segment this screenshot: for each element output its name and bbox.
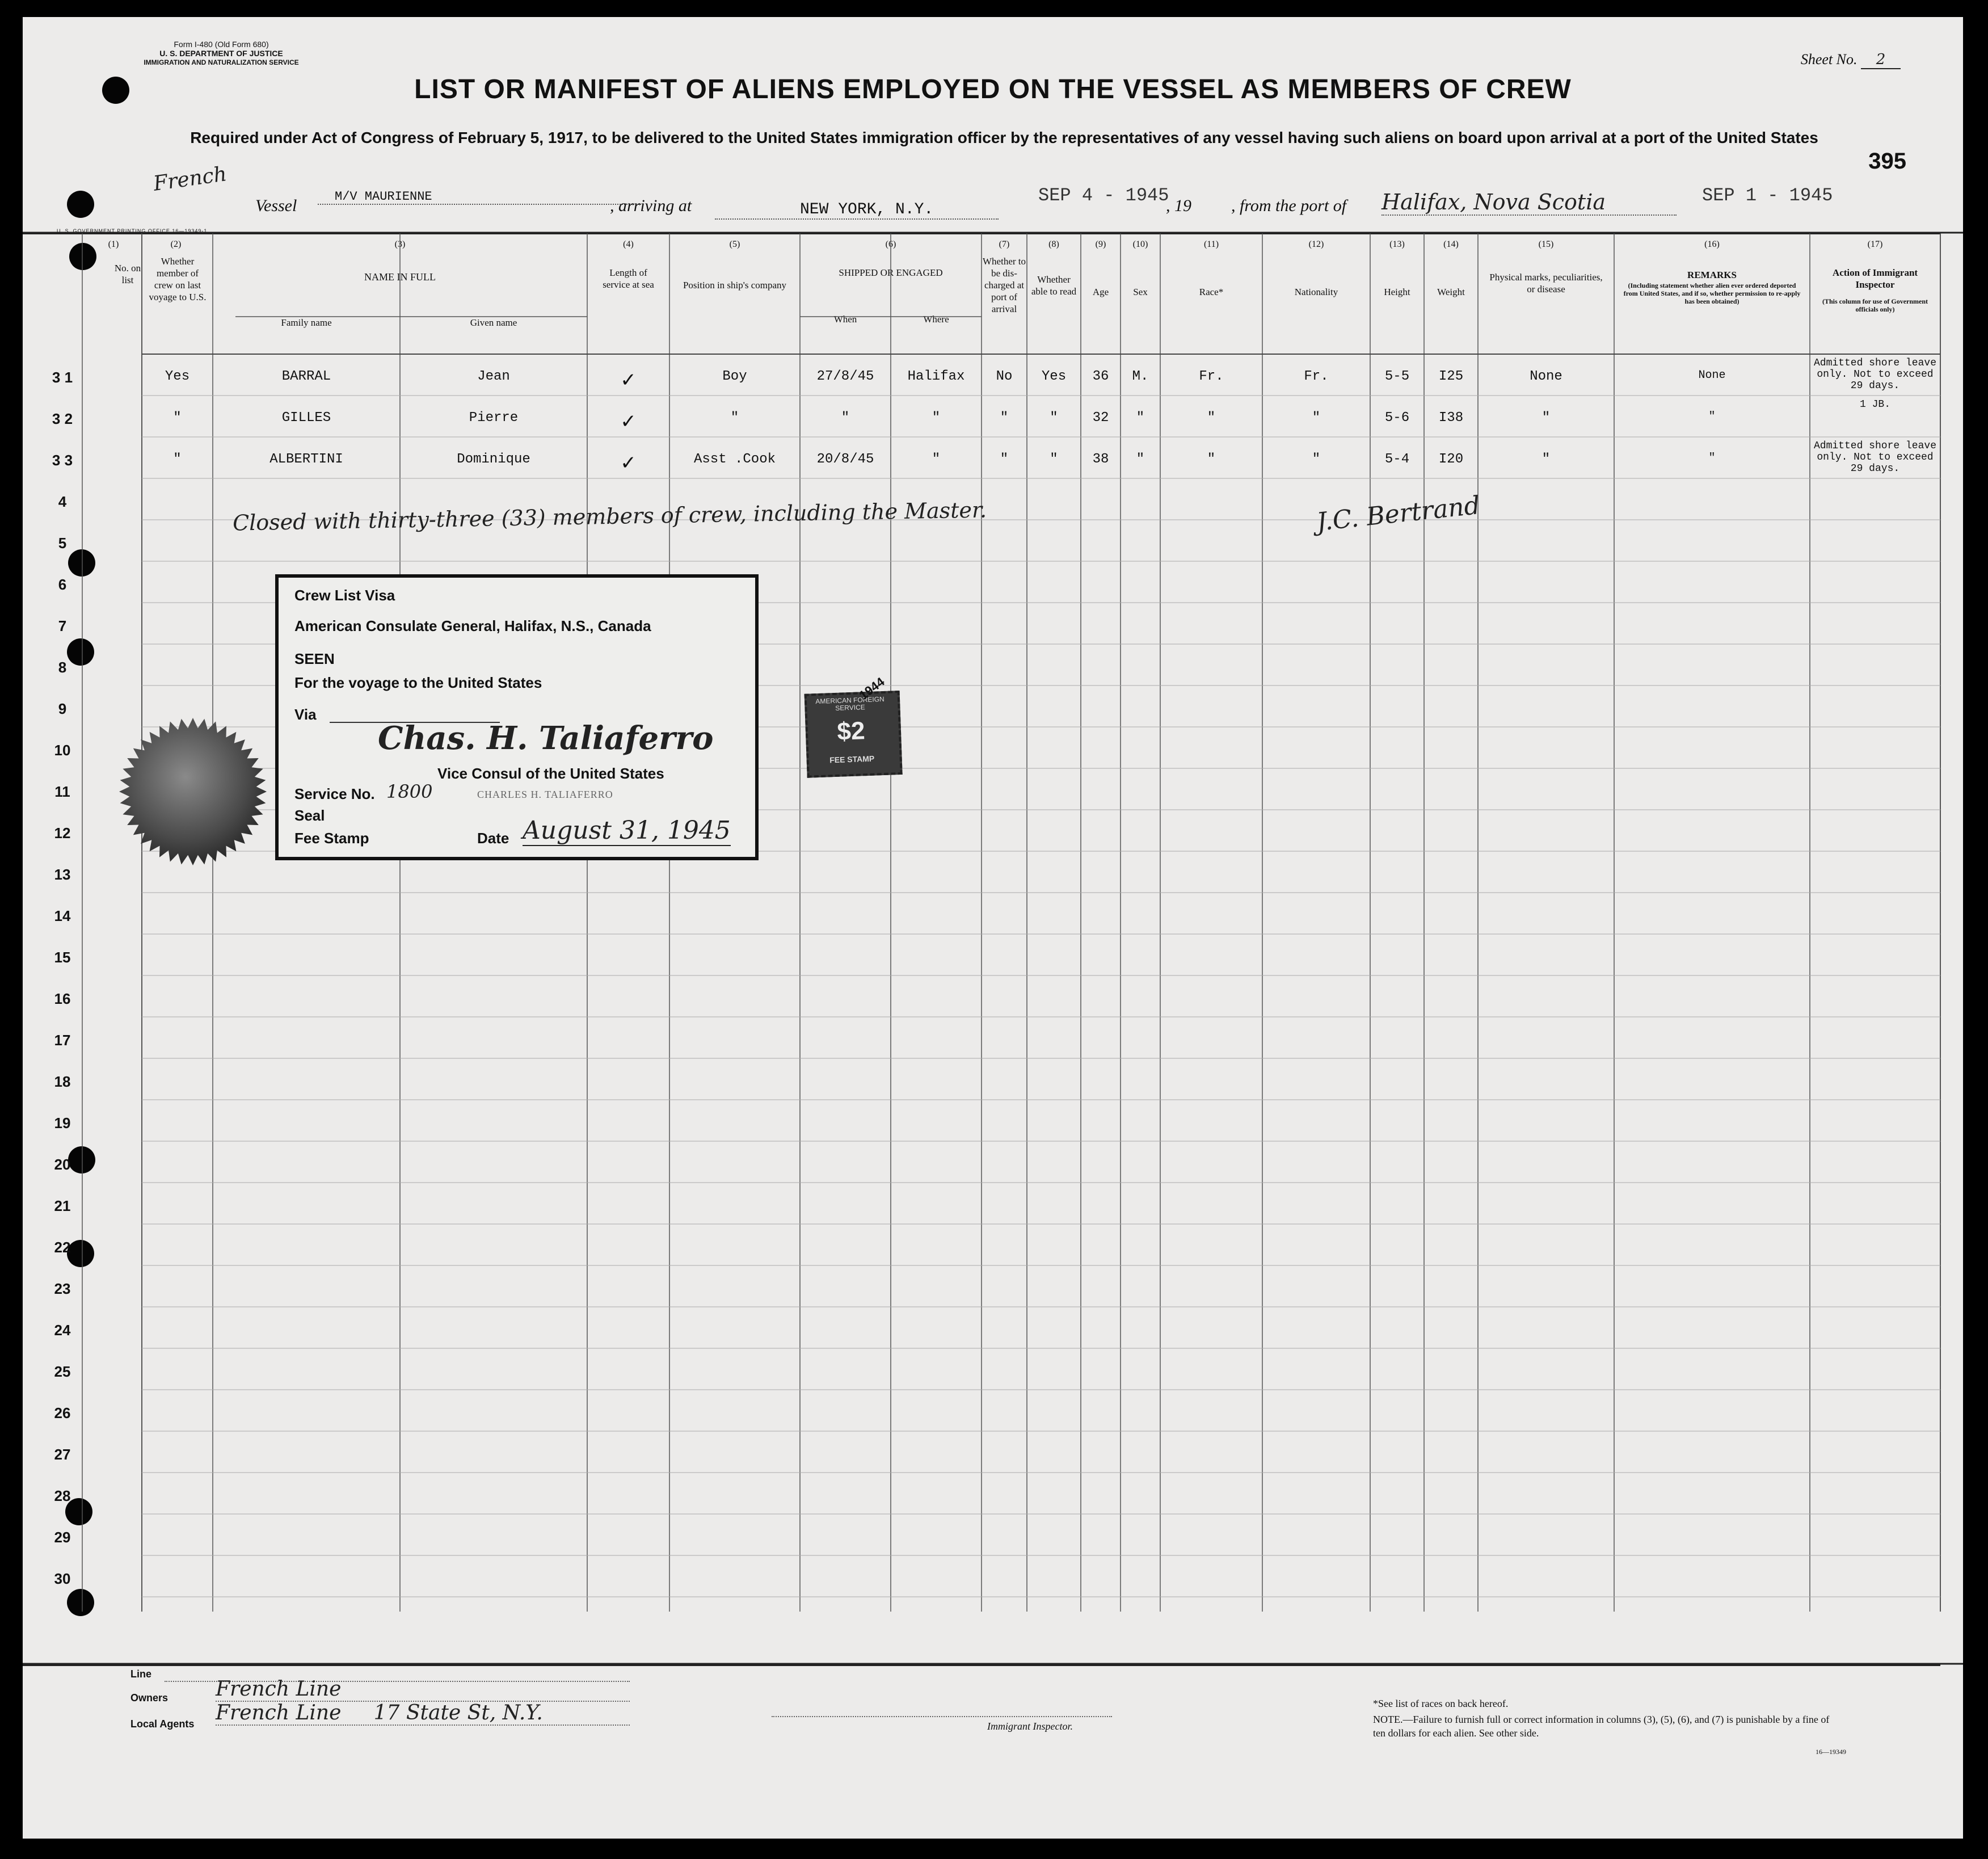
col-num-16: (16) bbox=[1704, 239, 1720, 249]
visa-voyage: For the voyage to the United States bbox=[294, 674, 542, 691]
visa-date-label: Date bbox=[477, 830, 509, 847]
cell-sex: " bbox=[1136, 410, 1145, 426]
col-header-nationality: Nationality bbox=[1294, 287, 1338, 297]
cell-age: 36 bbox=[1092, 369, 1109, 384]
col-num-4: (4) bbox=[623, 239, 634, 249]
col-header-physical-marks: Physical marks, peculiarities, or disease bbox=[1489, 272, 1603, 295]
cell-when: 20/8/45 bbox=[816, 452, 874, 467]
visa-service-label: Service No. bbox=[294, 785, 375, 802]
from-port-label: , from the port of bbox=[1231, 196, 1347, 215]
cell-no: 3 1 bbox=[52, 369, 73, 386]
footer-agents: French Line 17 State St, N.Y. bbox=[216, 1701, 630, 1726]
footer-owners: French Line bbox=[216, 1677, 630, 1702]
row-number: 16 bbox=[54, 990, 71, 1007]
fee-stamp-value: $2 bbox=[836, 717, 866, 746]
col-num-3: (3) bbox=[394, 239, 406, 249]
footer-note-text: —Failure to furnish full or correct information in columns (3), (5), (6), and (7) is punishable by a fine of ten dollars for each alien. See other side. bbox=[1373, 1714, 1830, 1739]
closing-note: Closed with thirty-three (33) members of crew, including the Master. bbox=[232, 497, 987, 536]
visa-service-no: 1800 bbox=[386, 781, 433, 802]
cell-weight: I25 bbox=[1438, 369, 1464, 384]
col-num-17: (17) bbox=[1867, 239, 1883, 249]
cell-read: " bbox=[1050, 410, 1058, 426]
page-number: 395 bbox=[1868, 149, 1906, 174]
cell-no: 3 2 bbox=[52, 410, 73, 427]
row-number: 26 bbox=[54, 1404, 71, 1421]
col-header-race: Race* bbox=[1199, 287, 1224, 297]
sheet-no-value: 2 bbox=[1861, 51, 1901, 69]
row-number: 4 bbox=[58, 493, 67, 510]
visa-signature: Chas. H. Taliaferro bbox=[378, 720, 714, 757]
cell-marks: " bbox=[1541, 452, 1551, 467]
col-header-height: Height bbox=[1384, 287, 1410, 297]
departure-date-stamp: SEP 1 - 1945 bbox=[1702, 185, 1833, 206]
row-number: 30 bbox=[54, 1570, 71, 1587]
row-number: 25 bbox=[54, 1363, 71, 1380]
col-num-11: (11) bbox=[1203, 239, 1219, 249]
cell-no: 3 3 bbox=[52, 452, 73, 469]
footer-note bbox=[1373, 1713, 1838, 1740]
col-header-given-name: Given name bbox=[470, 317, 517, 328]
visa-seen: SEEN bbox=[294, 650, 335, 667]
col-num-14: (14) bbox=[1443, 239, 1459, 249]
col-header-read: Whether able to read bbox=[1031, 274, 1077, 297]
visa-date: August 31, 1945 bbox=[523, 816, 731, 845]
row-number: 15 bbox=[54, 949, 71, 966]
fee-stamp bbox=[793, 674, 909, 785]
row-number: 12 bbox=[54, 825, 71, 842]
service: IMMIGRATION AND NATURALIZATION SERVICE bbox=[144, 58, 299, 66]
row-number: 11 bbox=[54, 783, 70, 800]
cell-weight: I20 bbox=[1438, 452, 1464, 467]
col-num-12: (12) bbox=[1308, 239, 1324, 249]
department: U. S. DEPARTMENT OF JUSTICE bbox=[159, 49, 283, 58]
page-subtitle: Required under Act of Congress of February 5, 1917, to be delivered to the United States immigration officer by the representatives of any vessel having such aliens on board upon arrival at a port of the United States bbox=[190, 129, 1818, 146]
arriving-port: NEW YORK, N.Y. bbox=[715, 201, 999, 220]
row-number: 7 bbox=[58, 617, 67, 634]
cell-race: " bbox=[1207, 410, 1216, 426]
row-number: 19 bbox=[54, 1114, 71, 1132]
footer-owners-label: Owners bbox=[130, 1692, 169, 1704]
col-header-last-voyage: Whether member of crew on last voyage to U.S. bbox=[149, 256, 207, 302]
col-header-when: When bbox=[833, 314, 857, 325]
cell-family: BARRAL bbox=[281, 369, 331, 384]
cell-race: " bbox=[1207, 452, 1216, 467]
footer-form-code: 16—19349 bbox=[1816, 1748, 1846, 1756]
cell-position: Boy bbox=[722, 369, 747, 384]
col-header-weight: Weight bbox=[1437, 287, 1465, 297]
crew-list-visa-stamp bbox=[275, 574, 759, 860]
footer-inspector-label: Immigrant Inspector. bbox=[987, 1721, 1073, 1732]
visa-consulate: American Consulate General, Halifax, N.S., Canada bbox=[294, 617, 651, 634]
cell-last-voyage: " bbox=[173, 410, 182, 426]
cell-given: Dominique bbox=[457, 452, 530, 467]
cell-service: ✓ bbox=[620, 452, 637, 474]
col-num-7: (7) bbox=[999, 239, 1010, 249]
cell-when: 27/8/45 bbox=[816, 369, 874, 384]
col-num-1: (1) bbox=[108, 239, 119, 249]
col-header-name: NAME IN FULL bbox=[364, 271, 436, 283]
cell-action: Admitted shore leave only. Not to exceed 29 days. bbox=[1813, 440, 1937, 474]
col-header-remarks-note: (Including statement whether alien ever ordered deported from United States, and if so, whether permission to re-apply has been obtained) bbox=[1623, 281, 1801, 305]
col-header-shipped: SHIPPED OR ENGAGED bbox=[839, 267, 943, 278]
visa-vice-consul: Vice Consul of the United States bbox=[437, 765, 664, 782]
cell-remarks: None bbox=[1698, 369, 1726, 382]
fee-stamp-bottom: FEE STAMP bbox=[829, 754, 875, 765]
col-num-10: (10) bbox=[1132, 239, 1148, 249]
col-header-family-name: Family name bbox=[281, 317, 332, 328]
col-header-remarks: REMARKS bbox=[1687, 270, 1737, 280]
cell-service: ✓ bbox=[620, 410, 637, 433]
row-number: 9 bbox=[58, 700, 67, 717]
cell-age: 32 bbox=[1092, 410, 1109, 426]
inspector-signature-line bbox=[772, 1716, 1112, 1717]
row-number: 28 bbox=[54, 1487, 71, 1504]
cell-where: " bbox=[932, 452, 941, 467]
col-header-position: Position in ship's company bbox=[683, 280, 787, 291]
cell-action: Admitted shore leave only. Not to exceed 29 days. bbox=[1813, 358, 1937, 392]
from-port: Halifax, Nova Scotia bbox=[1382, 190, 1677, 216]
fee-stamp-year: 1944 bbox=[856, 674, 887, 703]
footer-note-label: NOTE. bbox=[1373, 1714, 1403, 1725]
cell-height: 5-4 bbox=[1384, 452, 1410, 467]
visa-printed-name: CHARLES H. TALIAFERRO bbox=[477, 789, 613, 800]
cell-action: 1 JB. bbox=[1859, 399, 1890, 410]
year-label: , 19 bbox=[1166, 196, 1191, 215]
col-num-8: (8) bbox=[1048, 239, 1059, 249]
row-number: 18 bbox=[54, 1073, 71, 1090]
sheet-label: Sheet No. bbox=[1800, 51, 1858, 68]
col-num-9: (9) bbox=[1095, 239, 1106, 249]
manifest-sheet bbox=[23, 17, 1963, 1839]
cell-height: 5-6 bbox=[1384, 410, 1410, 426]
col-header-action: Action of Immigrant Inspector bbox=[1832, 267, 1918, 290]
col-header-length-service: Length of service at sea bbox=[603, 267, 654, 290]
row-number: 17 bbox=[54, 1032, 71, 1049]
cell-height: 5-5 bbox=[1384, 369, 1410, 384]
embossed-seal bbox=[108, 698, 278, 885]
cell-race: Fr. bbox=[1199, 369, 1224, 384]
cell-remarks: " bbox=[1708, 410, 1716, 423]
footer-races-note: *See list of races on back hereof. bbox=[1373, 1698, 1509, 1709]
cell-given: Pierre bbox=[469, 410, 519, 426]
form-id: Form I-480 (Old Form 680) bbox=[174, 40, 269, 49]
row-number: 24 bbox=[54, 1322, 71, 1339]
col-header-where: Where bbox=[923, 314, 949, 325]
row-number: 29 bbox=[54, 1529, 71, 1546]
cell-last-voyage: Yes bbox=[165, 369, 190, 384]
row-number: 14 bbox=[54, 907, 71, 924]
row-number: 21 bbox=[54, 1197, 71, 1214]
footer-agents-label: Local Agents bbox=[130, 1718, 195, 1730]
cell-nationality: " bbox=[1312, 452, 1321, 467]
col-num-2: (2) bbox=[170, 239, 182, 249]
cell-when: " bbox=[841, 410, 850, 426]
cell-discharged: " bbox=[1000, 452, 1009, 467]
cell-position: Asst .Cook bbox=[693, 452, 776, 467]
cell-family: ALBERTINI bbox=[269, 452, 343, 467]
row-number: 23 bbox=[54, 1280, 71, 1297]
cell-nationality: " bbox=[1312, 410, 1321, 426]
cell-position: " bbox=[730, 410, 739, 426]
row-number: 5 bbox=[58, 535, 67, 552]
cell-last-voyage: " bbox=[173, 452, 182, 467]
cell-where: Halifax bbox=[907, 369, 965, 384]
row-number: 27 bbox=[54, 1446, 71, 1463]
cell-sex: M. bbox=[1132, 369, 1149, 384]
cell-sex: " bbox=[1136, 452, 1145, 467]
visa-via-label: Via bbox=[294, 706, 317, 723]
col-header-discharged: Whether to be dis-charged at port of arrival bbox=[983, 256, 1026, 314]
visa-fee-label: Fee Stamp bbox=[294, 830, 369, 847]
vessel-label: Vessel bbox=[255, 196, 297, 215]
cell-given: Jean bbox=[477, 369, 510, 384]
arriving-label: , arriving at bbox=[610, 196, 692, 215]
cell-weight: I38 bbox=[1438, 410, 1464, 426]
cell-age: 38 bbox=[1092, 452, 1109, 467]
fee-stamp-top: AMERICAN FOREIGN SERVICE bbox=[815, 695, 885, 712]
table-rules bbox=[23, 17, 1963, 1839]
row-number: 22 bbox=[54, 1239, 71, 1256]
cell-remarks: " bbox=[1708, 452, 1716, 465]
margin-note: French bbox=[151, 162, 229, 196]
closing-signature: J.C. Bertrand bbox=[1315, 491, 1482, 537]
arrival-date-stamp: SEP 4 - 1945 bbox=[1038, 185, 1169, 206]
row-number: 13 bbox=[54, 866, 71, 883]
col-num-6: (6) bbox=[885, 239, 896, 249]
col-header-no: No. on list bbox=[114, 263, 141, 285]
row-number: 20 bbox=[54, 1156, 71, 1173]
col-header-sex: Sex bbox=[1133, 287, 1148, 297]
cell-nationality: Fr. bbox=[1304, 369, 1329, 384]
cell-discharged: " bbox=[1000, 410, 1009, 426]
cell-marks: " bbox=[1541, 410, 1551, 426]
cell-read: " bbox=[1050, 452, 1058, 467]
visa-heading: Crew List Visa bbox=[294, 587, 395, 604]
row-number: 6 bbox=[58, 576, 67, 593]
cell-where: " bbox=[932, 410, 941, 426]
page-title: LIST OR MANIFEST OF ALIENS EMPLOYED ON THE VESSEL AS MEMBERS OF CREW bbox=[414, 74, 1572, 104]
cell-marks: None bbox=[1530, 369, 1562, 384]
col-num-15: (15) bbox=[1538, 239, 1554, 249]
col-num-13: (13) bbox=[1389, 239, 1405, 249]
footer-line-label: Line bbox=[130, 1668, 152, 1680]
row-number: 8 bbox=[58, 659, 67, 676]
printing-office: U. S. GOVERNMENT PRINTING OFFICE 16—19349-1 bbox=[57, 228, 208, 234]
vessel-name: M/V MAURIENNE bbox=[318, 190, 641, 205]
visa-seal-label: Seal bbox=[294, 807, 325, 824]
col-header-age: Age bbox=[1092, 287, 1109, 297]
col-header-action-note: (This column for use of Government officials only) bbox=[1822, 297, 1928, 313]
row-number: 10 bbox=[54, 742, 71, 759]
col-num-5: (5) bbox=[729, 239, 740, 249]
cell-family: GILLES bbox=[281, 410, 331, 426]
cell-discharged: No bbox=[996, 369, 1013, 384]
cell-read: Yes bbox=[1041, 369, 1067, 384]
cell-service: ✓ bbox=[620, 369, 637, 392]
